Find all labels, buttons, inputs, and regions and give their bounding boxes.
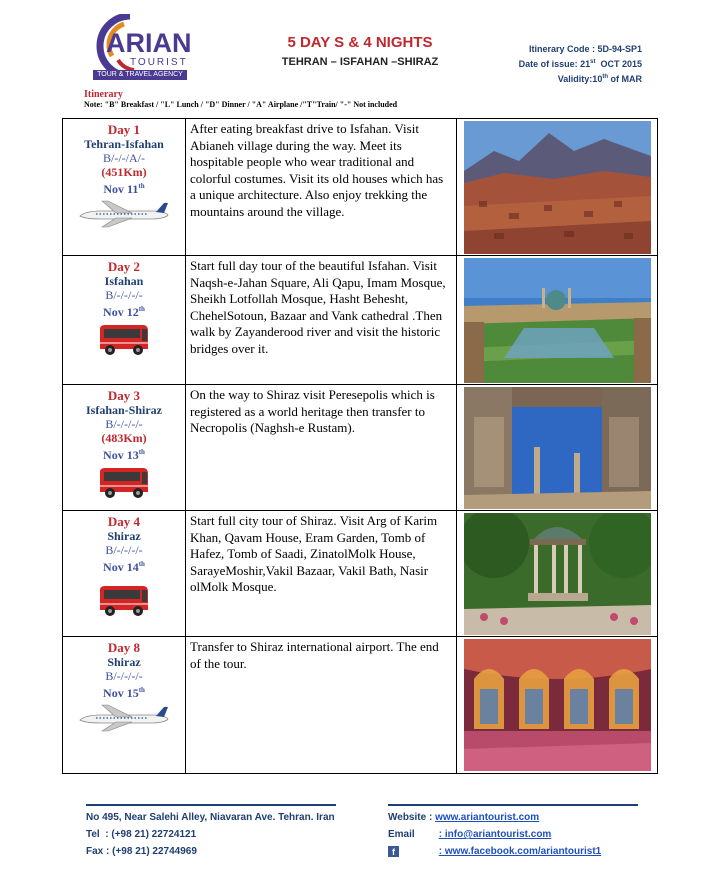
page-subtitle: TEHRAN – ISFAHAN –SHIRAZ [281, 56, 439, 68]
day-date: Nov 12th [103, 305, 145, 319]
table-row [63, 385, 657, 511]
footer-tel: Tel : (+98 21) 22724121 [86, 829, 197, 840]
day-meals: B/-/-/A/- [103, 151, 145, 165]
facebook-link[interactable]: : www.facebook.com/ariantourist1 [438, 846, 602, 857]
itinerary-code: Itinerary Code : 5D-94-SP1 [528, 44, 642, 54]
itinerary-table [62, 118, 658, 774]
day-cell [63, 119, 186, 255]
footer-address: No 495, Near Salehi Alley, Niavaran Ave. Tehran. Iran [86, 812, 335, 823]
bus-icon [97, 584, 151, 618]
day-description: Start full city tour of Shiraz. Visit Arg of Karim Khan, Qavam House, Eram Garden, Tomb of Hafez, Tomb of Saadi, ZinatolMolk House, SarayeMoshir,Vakil Bazaar, Vakil Bath, Nasir olMolk Mosque. [185, 511, 457, 636]
day-cell [63, 637, 186, 773]
footer-email-row [388, 826, 638, 843]
footer-online [388, 804, 638, 860]
day-distance: (451Km) [101, 165, 147, 179]
photo-cell [457, 385, 657, 510]
day-label: Day 4 [107, 514, 141, 529]
day-city: Shiraz [107, 529, 141, 543]
footer-contact [86, 804, 336, 860]
day-date: Nov 14th [103, 560, 145, 574]
photo-cell [457, 511, 657, 636]
persepolis-gate-photo [464, 387, 651, 509]
facebook-icon: f [388, 846, 399, 857]
day-label: Day 2 [107, 259, 141, 274]
day-meals: B/-/-/-/- [105, 543, 143, 557]
photo-cell [457, 119, 657, 255]
day-city: Isfahan-Shiraz [85, 403, 162, 417]
website-link[interactable]: www.ariantourist.com [435, 812, 540, 823]
website-label: Website : [388, 812, 433, 823]
day-cell [63, 256, 186, 384]
itinerary-meta [519, 43, 642, 86]
day-meals: B/-/-/-/- [105, 417, 143, 431]
airplane-icon [76, 704, 172, 732]
day-city: Isfahan [104, 274, 144, 288]
day-description: After eating breakfast drive to Isfahan. Visit Abianeh village during the way. Meet its hospitable people who wear traditional and colorful costumes. Visit its old houses which has a unique architecture. Also enjoy trekking the mountains around the village. [185, 119, 457, 255]
day-meals: B/-/-/-/- [105, 288, 143, 302]
footer-facebook-row [388, 843, 638, 860]
page-title: 5 DAY S & 4 NIGHTS [287, 34, 433, 51]
table-row [63, 119, 657, 256]
day-description: Transfer to Shiraz international airport. The end of the tour. [185, 637, 457, 773]
day-label: Day 1 [107, 122, 141, 137]
day-cell [63, 385, 186, 510]
footer-fax: Fax : (+98 21) 22744969 [86, 846, 197, 857]
bus-icon [97, 466, 151, 500]
itinerary-heading: Itinerary [84, 89, 123, 100]
logo-name: ARIAN [106, 28, 192, 58]
photo-cell [457, 256, 657, 384]
airplane-icon [76, 200, 172, 228]
tomb-of-hafez-photo [464, 513, 651, 635]
footer-website-row [388, 809, 638, 826]
table-row [63, 256, 657, 385]
day-date: Nov 11th [103, 182, 145, 196]
date-of-issue: Date of issue: 21st OCT 2015 [518, 59, 642, 69]
validity: Validity:10th of MAR [557, 74, 642, 84]
day-meals: B/-/-/-/- [105, 669, 143, 683]
photo-cell [457, 637, 657, 773]
email-link[interactable]: : info@ariantourist.com [438, 829, 552, 840]
itinerary-note: Note: "B" Breakfast / "L" Lunch / "D" Dinner / "A" Airplane /"T"Train/ "-" Not included [84, 100, 398, 109]
day-cell [63, 511, 186, 636]
day-description: Start full day tour of the beautiful Isfahan. Visit Naqsh-e-Jahan Square, Ali Qapu, Imam Mosque, Sheikh Lotfollah Mosque, Hasht Behesht, ChehelSotoun, Bazaar and Vank cathedral .Then walk by Zayanderood river and visit the historic bridges over it. [185, 256, 457, 384]
logo-subtitle: TOURIST [130, 57, 188, 68]
email-label: Email [388, 829, 415, 840]
nasir-ol-molk-mosque-photo [464, 639, 651, 771]
day-label: Day 3 [107, 388, 141, 403]
bus-icon [97, 323, 151, 357]
day-description: On the way to Shiraz visit Peresepolis which is registered as a world heritage then transfer to Necropolis (Naghsh-e Rustam). [185, 385, 457, 510]
table-row [63, 637, 657, 773]
logo-band: TOUR & TRAVEL AGENCY [93, 70, 187, 80]
day-label: Day 8 [107, 640, 141, 655]
naqsh-e-jahan-square-photo [464, 258, 651, 383]
day-date: Nov 13th [103, 448, 145, 462]
table-row [63, 511, 657, 637]
day-date: Nov 15th [103, 686, 145, 700]
day-city: Shiraz [107, 655, 141, 669]
day-distance: (483Km) [101, 431, 147, 445]
day-city: Tehran-Isfahan [84, 137, 164, 151]
abyaneh-village-photo [464, 121, 651, 254]
